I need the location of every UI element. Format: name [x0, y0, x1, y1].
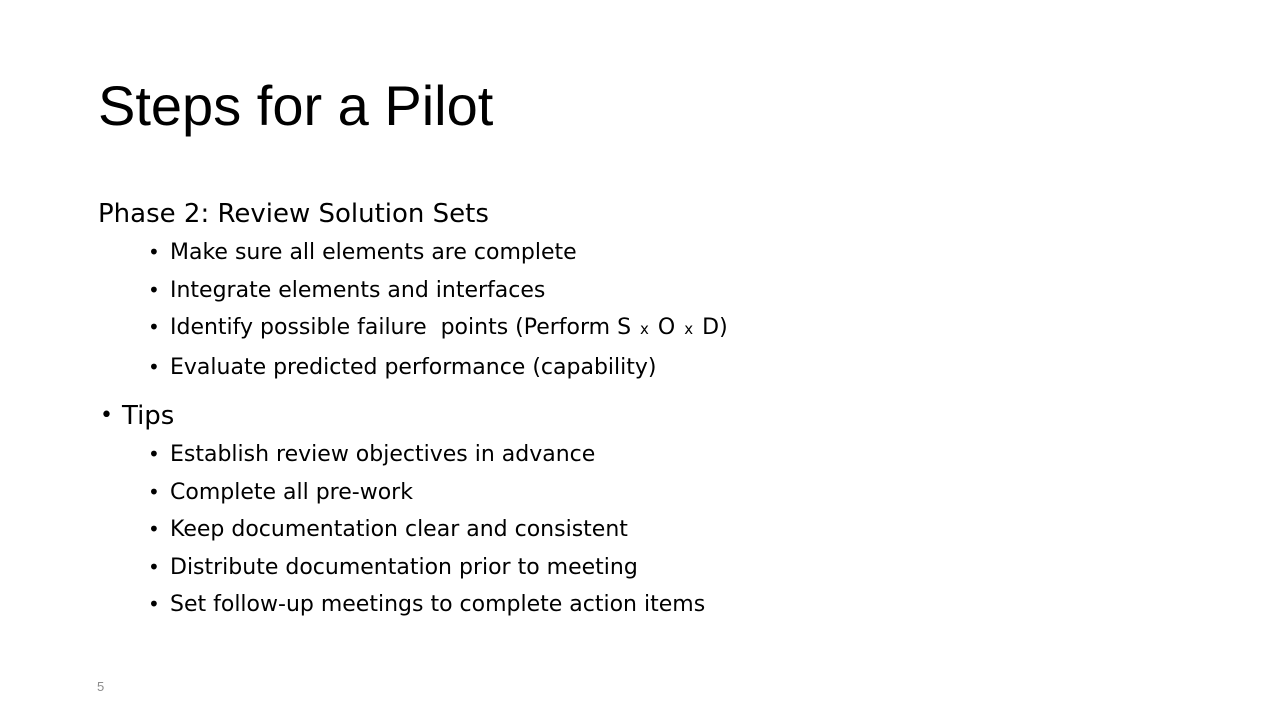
list-item-text: Integrate elements and interfaces [170, 277, 546, 303]
list-item-text: Set follow-up meetings to complete action items [170, 592, 706, 617]
list-item-text: Keep documentation clear and consistent [170, 517, 628, 542]
list-item-text: D) [695, 315, 728, 340]
list-item-text: Evaluate predicted performance (capability) [170, 354, 657, 380]
page-number: 5 [97, 679, 105, 694]
tips-list [98, 436, 1198, 624]
list-item [98, 272, 1198, 310]
list-item [98, 511, 1198, 549]
tips-heading-text: Tips [122, 401, 175, 431]
bullet-icon: • [148, 517, 160, 541]
slide-title: Steps for a Pilot [98, 74, 494, 137]
bullet-icon: • [148, 479, 160, 504]
bullet-icon: • [100, 403, 113, 428]
bullet-icon: • [148, 240, 160, 264]
bullet-icon: • [148, 277, 160, 302]
list-item-text: Distribute documentation prior to meeting [170, 554, 638, 580]
list-item [98, 309, 1198, 349]
tips-heading [98, 396, 1198, 436]
list-item-text: Establish review objectives in advance [170, 442, 596, 467]
bullet-icon: • [148, 592, 160, 616]
bullet-icon: • [148, 554, 160, 579]
bullet-icon: • [148, 354, 160, 379]
multiply-sign: x [684, 320, 694, 338]
list-item [98, 234, 1198, 272]
list-item-text: Make sure all elements are complete [170, 240, 577, 265]
multiply-sign: x [640, 320, 649, 338]
list-item [98, 349, 1198, 387]
bullet-icon: • [148, 315, 160, 339]
list-item [98, 549, 1198, 587]
list-item [98, 586, 1198, 624]
phase-heading: Phase 2: Review Solution Sets [98, 199, 489, 229]
list-item [98, 436, 1198, 474]
list-item-text: O [650, 315, 683, 340]
bullet-icon: • [148, 442, 160, 466]
slide-body [98, 194, 1198, 624]
list-item [98, 474, 1198, 512]
list-item-text: Complete all pre-work [170, 479, 413, 505]
phase-list [98, 234, 1198, 386]
list-item-text: Identify possible failure points (Perform S [170, 315, 639, 340]
